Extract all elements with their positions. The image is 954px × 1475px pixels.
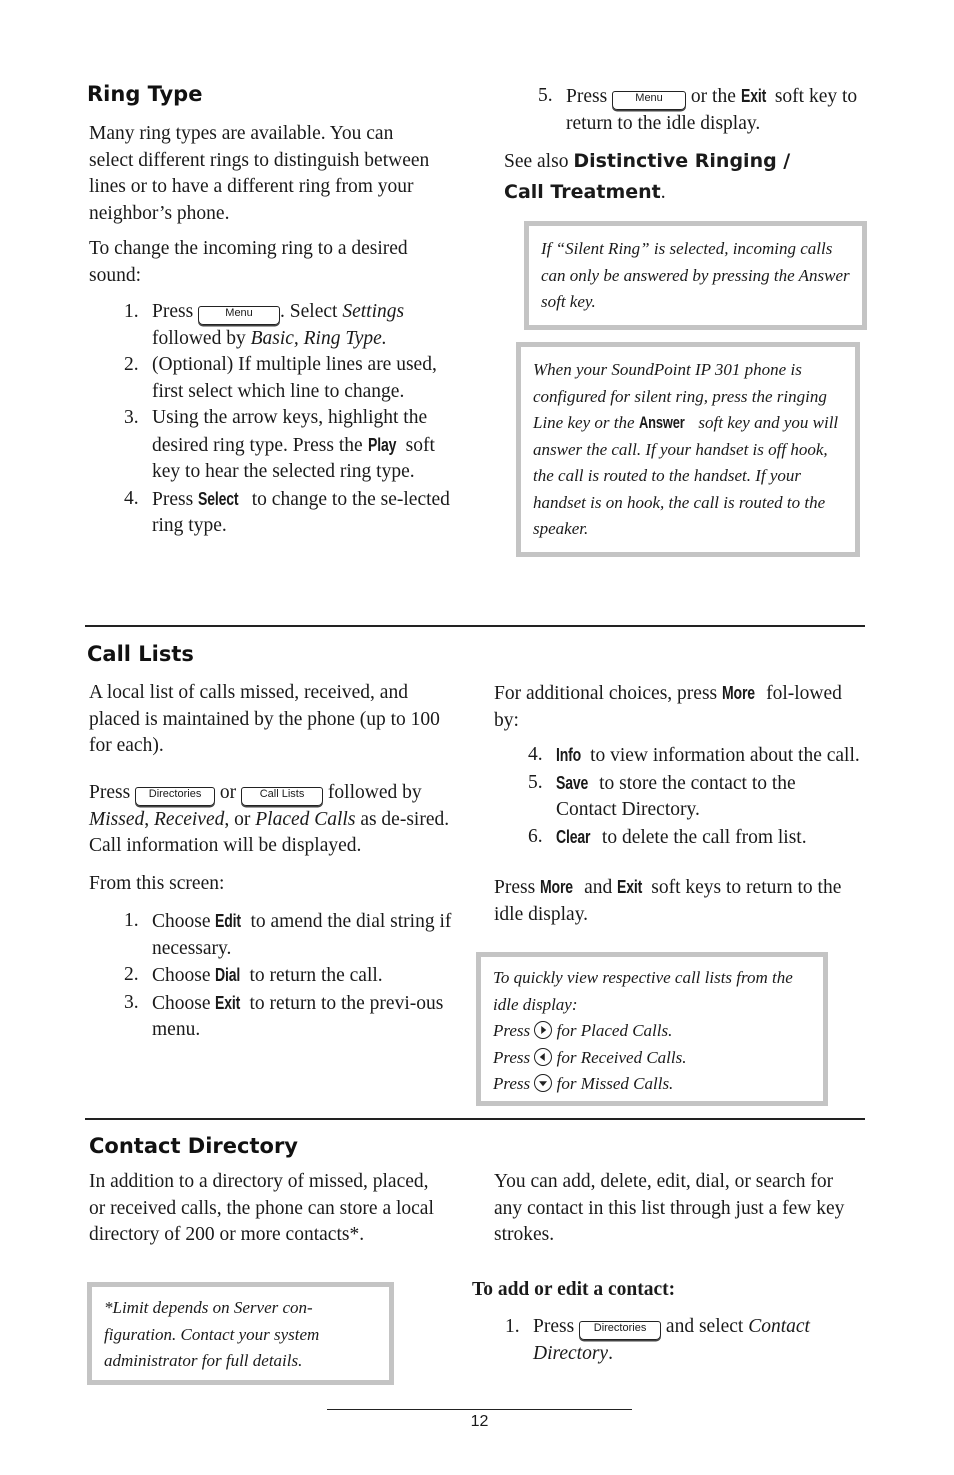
clear-softkey: Clear [556, 826, 591, 847]
answer-softkey: Answer [638, 414, 685, 432]
nav-right-icon [534, 1021, 552, 1039]
menu-key-button-2[interactable]: Menu [612, 91, 686, 110]
ring-step-4: 4. Press Select to change to the se-lected ring type. [124, 487, 450, 536]
call-lists-steps-left [124, 908, 467, 1044]
call-lists-key-button[interactable]: Call Lists [241, 787, 323, 806]
call-step-5: 5. Save to store the contact to the Contact Directory. [528, 771, 796, 820]
call-step-1: 1. Choose Edit to amend the dial string if necessary. [124, 910, 452, 959]
dial-softkey: Dial [215, 965, 241, 985]
call-lists-tip: To quickly view respective call lists from the idle display: Press for Placed Calls. Press for Received Calls. Press for Missed Calls. [476, 952, 828, 1106]
call-lists-intro: A local list of calls missed, received, and placed is maintained by the phone (up to 100 for each). [89, 682, 440, 756]
ring-step-2: 2. (Optional) If multiple lines are used, first select which line to change. [124, 354, 437, 402]
nav-down-icon [534, 1074, 552, 1092]
ring-type-intro: Many ring types are available. You can select different rings to distinguish between lines or to have a different ring from your neighbor’s phone. [89, 123, 430, 224]
exit-softkey: Exit [740, 86, 766, 106]
more-intro: For additional choices, press More fol-lowed by: [494, 680, 854, 734]
ring-step-1: 1. Press Menu . Select Settings followed by Basic, Ring Type. [124, 301, 405, 349]
nav-left-icon [534, 1048, 552, 1066]
more-softkey-2: More [540, 877, 573, 897]
add-contact-heading: To add or edit a contact: [472, 1279, 676, 1300]
more-softkey: More [722, 683, 755, 703]
save-softkey: Save [556, 772, 589, 793]
call-step-2: 2. Choose Dial to return the call. [152, 962, 467, 990]
tip-received: Press for Received Calls. [493, 1047, 687, 1067]
directories-key-button[interactable]: Directories [135, 787, 215, 806]
info-softkey: Info [556, 745, 582, 765]
page-number: 12 [470, 1413, 489, 1430]
call-step-3: 3. Choose Exit to return to the previ-ous menu. [124, 991, 444, 1040]
silent-ring-answer-note: When your SoundPoint IP 301 phone is configured for silent ring, press the ringing Line key or the Answer soft key and you will answer the call. If your handset is off hook, the call is routed to the handset. If your handset is on hook, the call is routed to the speaker. [516, 342, 860, 557]
silent-ring-note: If “Silent Ring” is selected, incoming calls can only be answered by pressing the Answer soft key. [524, 221, 867, 330]
contact-directory-right-intro: You can add, delete, edit, dial, or search for any contact in this list through just a few key strokes. [494, 1171, 845, 1245]
footer-rule [327, 1409, 632, 1410]
ring-step-3: 3. Using the arrow keys, highlight the desired ring type. Press the Play soft key to hear the selected ring type. [124, 407, 435, 482]
menu-key-button[interactable]: Menu [198, 306, 280, 325]
contact-directory-heading: Contact Directory [89, 1134, 298, 1158]
section-divider-2 [85, 1118, 865, 1120]
edit-softkey: Edit [215, 911, 242, 931]
call-step-6: 6. Clear to delete the call from list. [556, 824, 861, 852]
ring-type-heading: Ring Type [87, 82, 203, 106]
exit-softkey-3: Exit [617, 877, 643, 897]
see-also-link-1: Distinctive Ringing / [573, 150, 791, 172]
contact-step-1: 1. Press Directories and select Contact Directory. [505, 1316, 810, 1364]
directories-key-button-2[interactable]: Directories [579, 1321, 661, 1340]
contact-steps [505, 1314, 863, 1367]
exit-softkey-2: Exit [215, 992, 241, 1013]
call-step-4: 4. Info to view information about the call. [556, 742, 861, 770]
tip-missed: Press for Missed Calls. [493, 1074, 674, 1093]
ring-type-steps [124, 299, 467, 540]
select-softkey: Select [198, 488, 239, 509]
call-lists-press: Press Directories or Call Lists followed by Missed, Received, or Placed Calls as de-sired. Call information will be displayed. [89, 782, 450, 856]
contact-directory-intro: In addition to a directory of missed, placed, or received calls, the phone can store a local directory of 200 or more contacts*. [89, 1171, 434, 1245]
see-also-link-2: Call Treatment [504, 181, 661, 203]
ring-type-change-intro: To change the incoming ring to a desired sound: [89, 238, 408, 286]
from-screen-text: From this screen: [89, 873, 225, 894]
call-lists-return: Press More and Exit soft keys to return to the idle display. [494, 874, 854, 928]
ring-step-5: 5. Press Menu or the Exit soft key to return to the idle display. [538, 85, 858, 134]
call-lists-steps-right [528, 742, 861, 851]
section-divider-1 [85, 625, 865, 627]
limit-footnote: *Limit depends on Server con-figuration. Contact your system administrator for full details. [87, 1282, 394, 1385]
call-lists-heading: Call Lists [87, 642, 194, 666]
ring-step-5-block [538, 83, 866, 137]
play-softkey: Play [367, 434, 396, 455]
see-also: See also Distinctive Ringing / Call Treatment. [504, 150, 791, 203]
tip-placed: Press for Placed Calls. [493, 1021, 673, 1040]
